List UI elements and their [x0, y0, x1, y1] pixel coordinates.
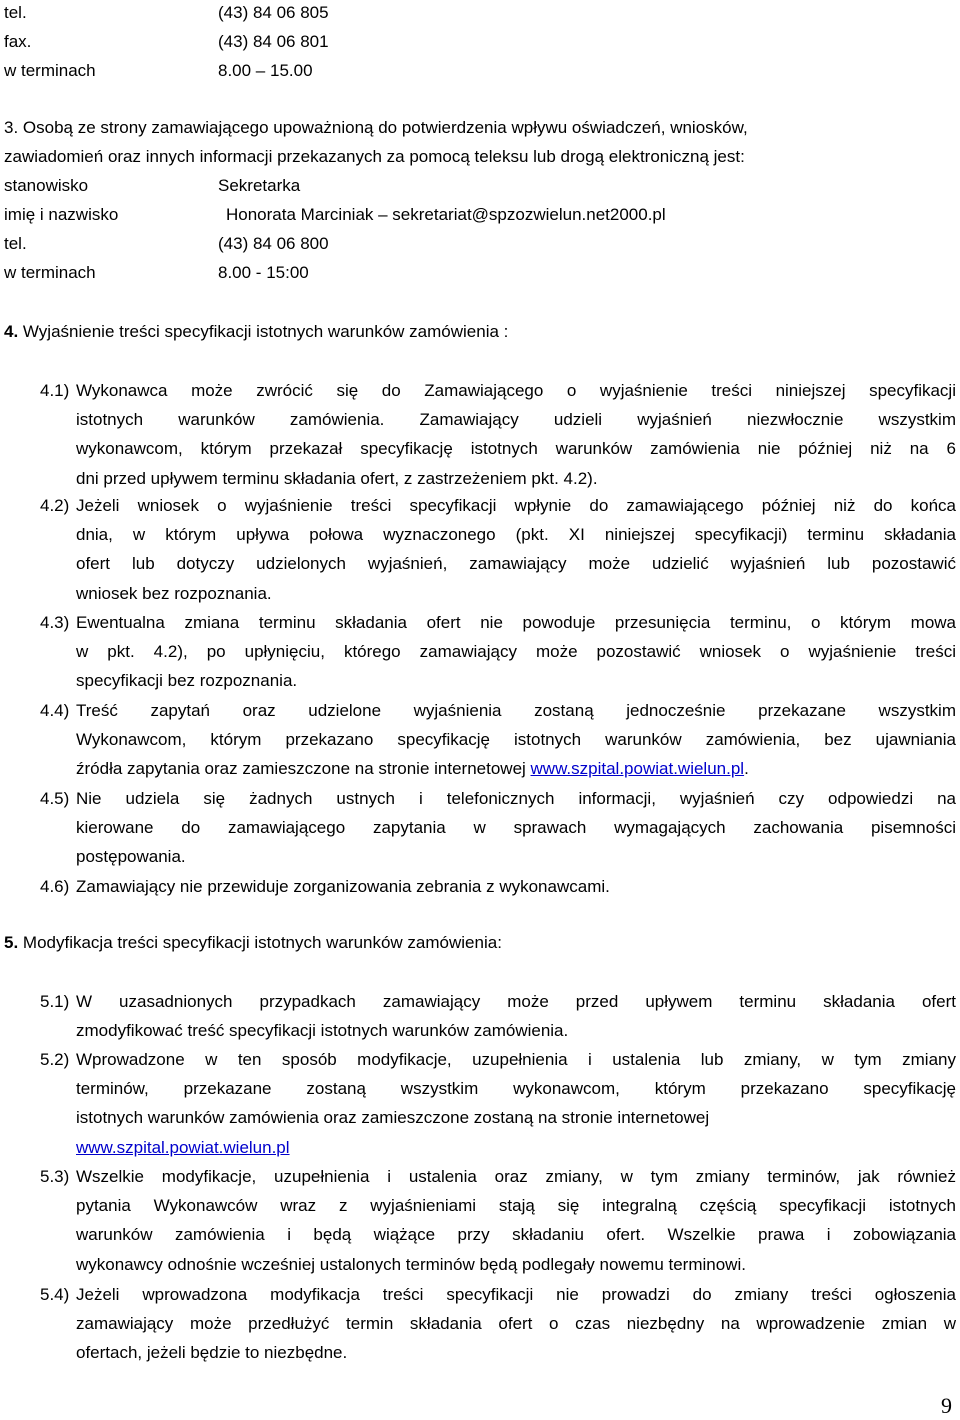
- tel2-value: (43) 84 06 800: [218, 234, 329, 253]
- section4-number: 4.: [4, 322, 19, 341]
- item-number: 5.1): [40, 992, 70, 1011]
- section5-heading: [4, 932, 502, 954]
- name-value: Honorata Marciniak – sekretariat@spzozwielun.net2000.pl: [226, 205, 666, 224]
- fax-label: fax.: [4, 32, 32, 51]
- item-link-line: [76, 1137, 290, 1159]
- website-link[interactable]: www.szpital.powiat.wielun.pl: [530, 759, 745, 779]
- tel-label: tel.: [4, 3, 27, 22]
- section3-line2: zawiadomień oraz innych informacji przekazanych za pomocą teleksu lub drogą elektroniczną jest:: [4, 147, 745, 166]
- item-text-line: istotnych warunków zamówienia. Zamawiający udzieli wyjaśnień niezwłocznie wszystkim: [76, 410, 956, 430]
- position-value: Sekretarka: [218, 176, 301, 195]
- item-text-line: W uzasadnionych przypadkach zamawiający może przed upływem terminu składania ofert: [76, 992, 956, 1011]
- name-label: imię i nazwisko: [4, 205, 119, 224]
- item-text-line: Wprowadzone w ten sposób modyfikacje, uzupełnienia i ustalenia lub zmiany, w tym zmiany: [76, 1050, 956, 1069]
- item-text-line: pytania Wykonawców wraz z wyjaśnieniami stają się integralną częścią specyfikacji istotnych: [76, 1196, 956, 1216]
- item-text-line: specyfikacji bez rozpoznania.: [76, 671, 298, 691]
- item-text-line: Treść zapytań oraz udzielone wyjaśnienia zostaną jednocześnie przekazane wszystkim: [76, 701, 956, 720]
- section5-number: 5.: [4, 933, 19, 952]
- section3-line1: 3. Osobą ze strony zamawiającego upoważnioną do potwierdzenia wpływu oświadczeń, wniosków,: [4, 118, 748, 137]
- item-number: 4.6): [40, 877, 70, 896]
- item-number: 4.2): [40, 496, 70, 515]
- fax-value: (43) 84 06 801: [218, 32, 329, 51]
- item-text-line: ofert lub dotyczy udzielonych wyjaśnień, zamawiający może udzielić wyjaśnień lub pozostawić: [76, 554, 956, 574]
- item-text-line: wniosek bez rozpoznania.: [76, 583, 272, 603]
- item-number: 4.4): [40, 701, 70, 720]
- website-link[interactable]: www.szpital.powiat.wielun.pl: [76, 1137, 290, 1157]
- item-text-line: Nie udziela się żadnych ustnych i telefonicznych informacji, wyjaśnień czy odpowiedzi na: [76, 789, 956, 808]
- item-text-line: źródła zapytania oraz zamieszczone na stronie internetowej www.szpital.powiat.wielun.pl.: [76, 759, 749, 779]
- hours2-value: 8.00 - 15:00: [218, 263, 309, 282]
- tel-value: (43) 84 06 805: [218, 3, 329, 22]
- item-text-line: Wykonawca może zwrócić się do Zamawiającego o wyjaśnienie treści niniejszej specyfikacji: [76, 381, 956, 400]
- item-text-line: Wykonawcom, którym przekazano specyfikację istotnych warunków zamówienia, bez ujawniania: [76, 730, 956, 750]
- item-number: 5.3): [40, 1167, 70, 1186]
- item-text-line: wykonawcy odnośnie wcześniej ustalonych terminów będą podlegały nowemu terminowi.: [76, 1254, 746, 1274]
- hours-value: 8.00 – 15.00: [218, 61, 313, 80]
- page-number: 9: [941, 1393, 952, 1418]
- item-number: 5.4): [40, 1285, 70, 1304]
- item-text-line: Zamawiający nie przewiduje zorganizowania zebrania z wykonawcami.: [76, 877, 610, 896]
- item-text-line: warunków zamówienia i będą wiążące przy składaniu ofert. Wszelkie prawa i zobowiązania: [76, 1225, 956, 1245]
- item-number: 5.2): [40, 1050, 70, 1069]
- item-text-line: Wszelkie modyfikacje, uzupełnienia i ustalenia oraz zmiany, w tym zmiany terminów, jak również: [76, 1167, 956, 1186]
- item-number: 4.5): [40, 789, 70, 808]
- item-text-line: Jeżeli wniosek o wyjaśnienie treści specyfikacji wpłynie do zamawiającego później niż do końca: [76, 496, 956, 515]
- item-text-line: dni przed upływem terminu składania ofert, z zastrzeżeniem pkt. 4.2).: [76, 468, 598, 488]
- item-text-line: Ewentualna zmiana terminu składania ofert nie powoduje przesunięcia terminu, o którym mowa: [76, 613, 956, 632]
- hours2-label: w terminach: [4, 263, 96, 282]
- tel2-label: tel.: [4, 234, 27, 253]
- hours-label: w terminach: [4, 61, 96, 80]
- item-text-line: ofertach, jeżeli będzie to niezbędne.: [76, 1343, 348, 1363]
- item-text-line: kierowane do zamawiającego zapytania w sprawach wymagających zachowania pisemności: [76, 818, 956, 838]
- item-text-line: zmodyfikować treść specyfikacji istotnych warunków zamówienia.: [76, 1021, 569, 1041]
- item-text-line: istotnych warunków zamówienia oraz zamieszczone zostaną na stronie internetowej: [76, 1108, 710, 1128]
- section5-title: Modyfikacja treści specyfikacji istotnych warunków zamówienia:: [18, 933, 502, 952]
- item-text-line: wykonawcom, którym przekazał specyfikację istotnych warunków zamówienia nie później niż na 6: [76, 439, 956, 459]
- item-number: 4.1): [40, 381, 70, 400]
- section4-title: Wyjaśnienie treści specyfikacji istotnych warunków zamówienia :: [18, 322, 509, 341]
- item-text-line: postępowania.: [76, 847, 186, 867]
- item-text-line: w pkt. 4.2), po upłynięciu, którego zamawiający może pozostawić wniosek o wyjaśnienie treści: [76, 642, 956, 662]
- item-text-line: Jeżeli wprowadzona modyfikacja treści specyfikacji nie prowadzi do zmiany treści ogłoszenia: [76, 1285, 956, 1304]
- item-number: 4.3): [40, 613, 70, 632]
- item-text-line: dnia, w którym upływa połowa wyznaczonego (pkt. XI niniejszej specyfikacji) terminu składania: [76, 525, 956, 545]
- section4-heading: [4, 321, 508, 343]
- item-text-line: zamawiający może przedłużyć termin składania ofert o czas niezbędny na wprowadzenie zmian w: [76, 1314, 956, 1334]
- item-text-line: terminów, przekazane zostaną wszystkim wykonawcom, którym przekazano specyfikację: [76, 1079, 956, 1099]
- position-label: stanowisko: [4, 176, 89, 195]
